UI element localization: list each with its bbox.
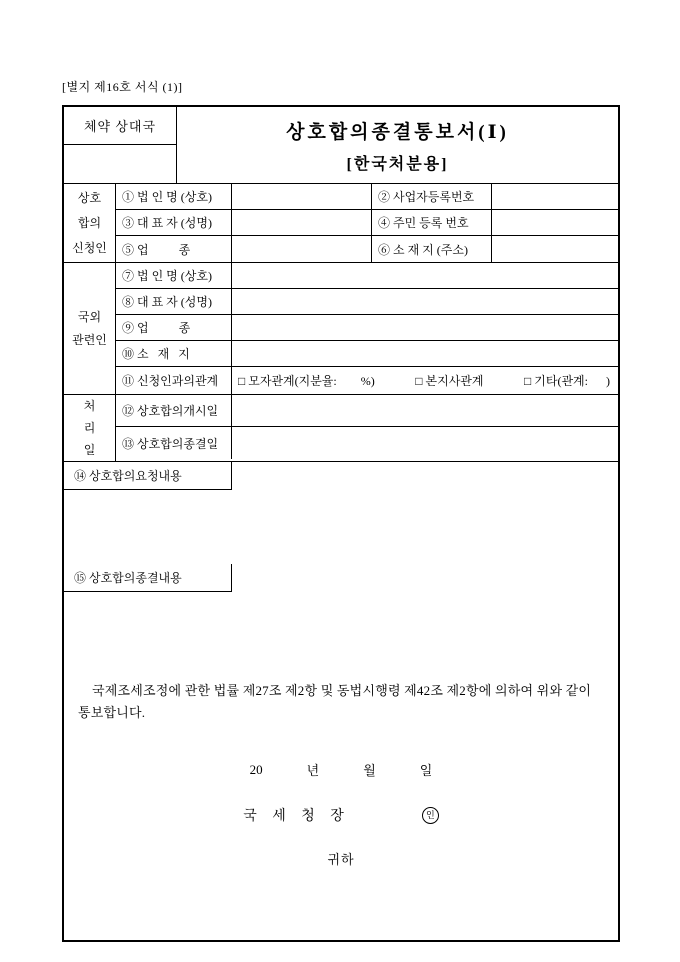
field-label-representative: ⑧ 대 표 자 (성명) [116,289,232,314]
table-row [116,184,618,210]
field-value [232,210,372,235]
field-label-address: ⑥ 소 재 지 (주소) [372,236,492,262]
date-day-label: 일 [419,763,433,779]
checkbox-other: □ 기타(관계: ) [524,374,610,388]
checkbox-parent-subsidiary: □ 모자관계(지분율: %) [238,374,375,388]
applicant-group-label [64,184,116,262]
date-month-label: 월 [363,763,376,779]
group-line: 처 [83,399,96,413]
date-year-prefix: 20 [249,761,263,777]
form-title: 상호합의종결통보서(Ⅰ) [286,121,509,143]
date-year-label: 년 [306,763,320,779]
contracting-state-column [64,107,177,183]
table-row [116,236,618,262]
group-line: 합의 [77,215,102,230]
field-value [492,236,618,262]
group-line: 일 [83,443,96,457]
applicant-rows [116,184,618,262]
contracting-state-label: 체약 상대국 [64,107,176,145]
table-row [116,427,618,459]
table-row [116,263,618,289]
table-row [116,210,618,236]
field-value [232,236,372,262]
form-table [62,105,620,942]
field-label-corporate-name: ① 법 인 명 (상호) [116,184,232,209]
signature-line [64,805,618,825]
checkbox-head-branch: □ 본지사관계 [415,374,484,388]
field-value [232,184,372,209]
field-value [232,341,618,366]
request-content-label: ⑭ 상호합의요청내용 [64,462,232,490]
seal-icon: 인 [422,807,439,824]
processing-date-section [64,395,618,462]
table-row [116,341,618,367]
date-line [64,760,618,779]
table-row [116,395,618,427]
signer-title: 국 세 청 장 [243,809,350,825]
annex-form-number: [별지 제16호 서식 (1)] [62,80,183,94]
contracting-state-value [64,145,176,183]
request-content-block [64,462,618,490]
group-line: 관련인 [72,332,107,347]
foreign-group-label [64,263,116,394]
foreign-rows [116,263,618,394]
conclusion-content-block [64,564,618,592]
field-value [232,263,618,288]
form-footer [64,656,618,940]
field-label-representative: ③ 대 표 자 (성명) [116,210,232,235]
field-value [492,210,618,235]
field-label-business-type: ⑨ 업 종 [116,315,232,340]
table-row [116,289,618,315]
field-label-location: ⑩ 소 재 지 [116,341,232,366]
foreign-party-section [64,263,618,395]
processing-rows [116,395,618,461]
recipient-label: 귀하 [327,852,355,868]
field-value [232,289,618,314]
title-block [177,107,618,183]
field-value [232,427,618,459]
form-subtitle: [한국처분용] [346,155,449,173]
field-label-map-start-date: ⑫ 상호합의개시일 [116,395,232,426]
processing-group-label [64,395,116,461]
applicant-section [64,184,618,263]
request-content-area [64,490,618,564]
field-value [492,184,618,209]
group-line: 국외 [77,309,102,324]
table-row [116,367,618,394]
conclusion-content-area [64,592,618,656]
field-label-business-type: ⑤ 업 종 [116,236,232,262]
field-label-corporate-name: ⑦ 법 인 명 (상호) [116,263,232,288]
table-row [116,315,618,341]
relation-options [232,367,618,394]
field-label-business-reg-no: ② 사업자등록번호 [372,184,492,209]
form-header [64,107,618,184]
legal-notice-text: 국제조세조정에 관한 법률 제27조 제2항 및 동법시행령 제42조 제2항에 의하여 위와 같이 통보합니다. [78,683,592,721]
field-label-relation: ⑪ 신청인과의관계 [116,367,232,394]
group-line: 상호 [77,190,102,205]
field-value [232,315,618,340]
field-label-resident-reg-no: ④ 주민 등록 번호 [372,210,492,235]
group-line: 리 [83,421,96,435]
field-value [232,395,618,426]
conclusion-content-label: ⑮ 상호합의종결내용 [64,564,232,592]
field-label-map-end-date: ⑬ 상호합의종결일 [116,427,232,459]
group-line: 신청인 [72,240,107,255]
